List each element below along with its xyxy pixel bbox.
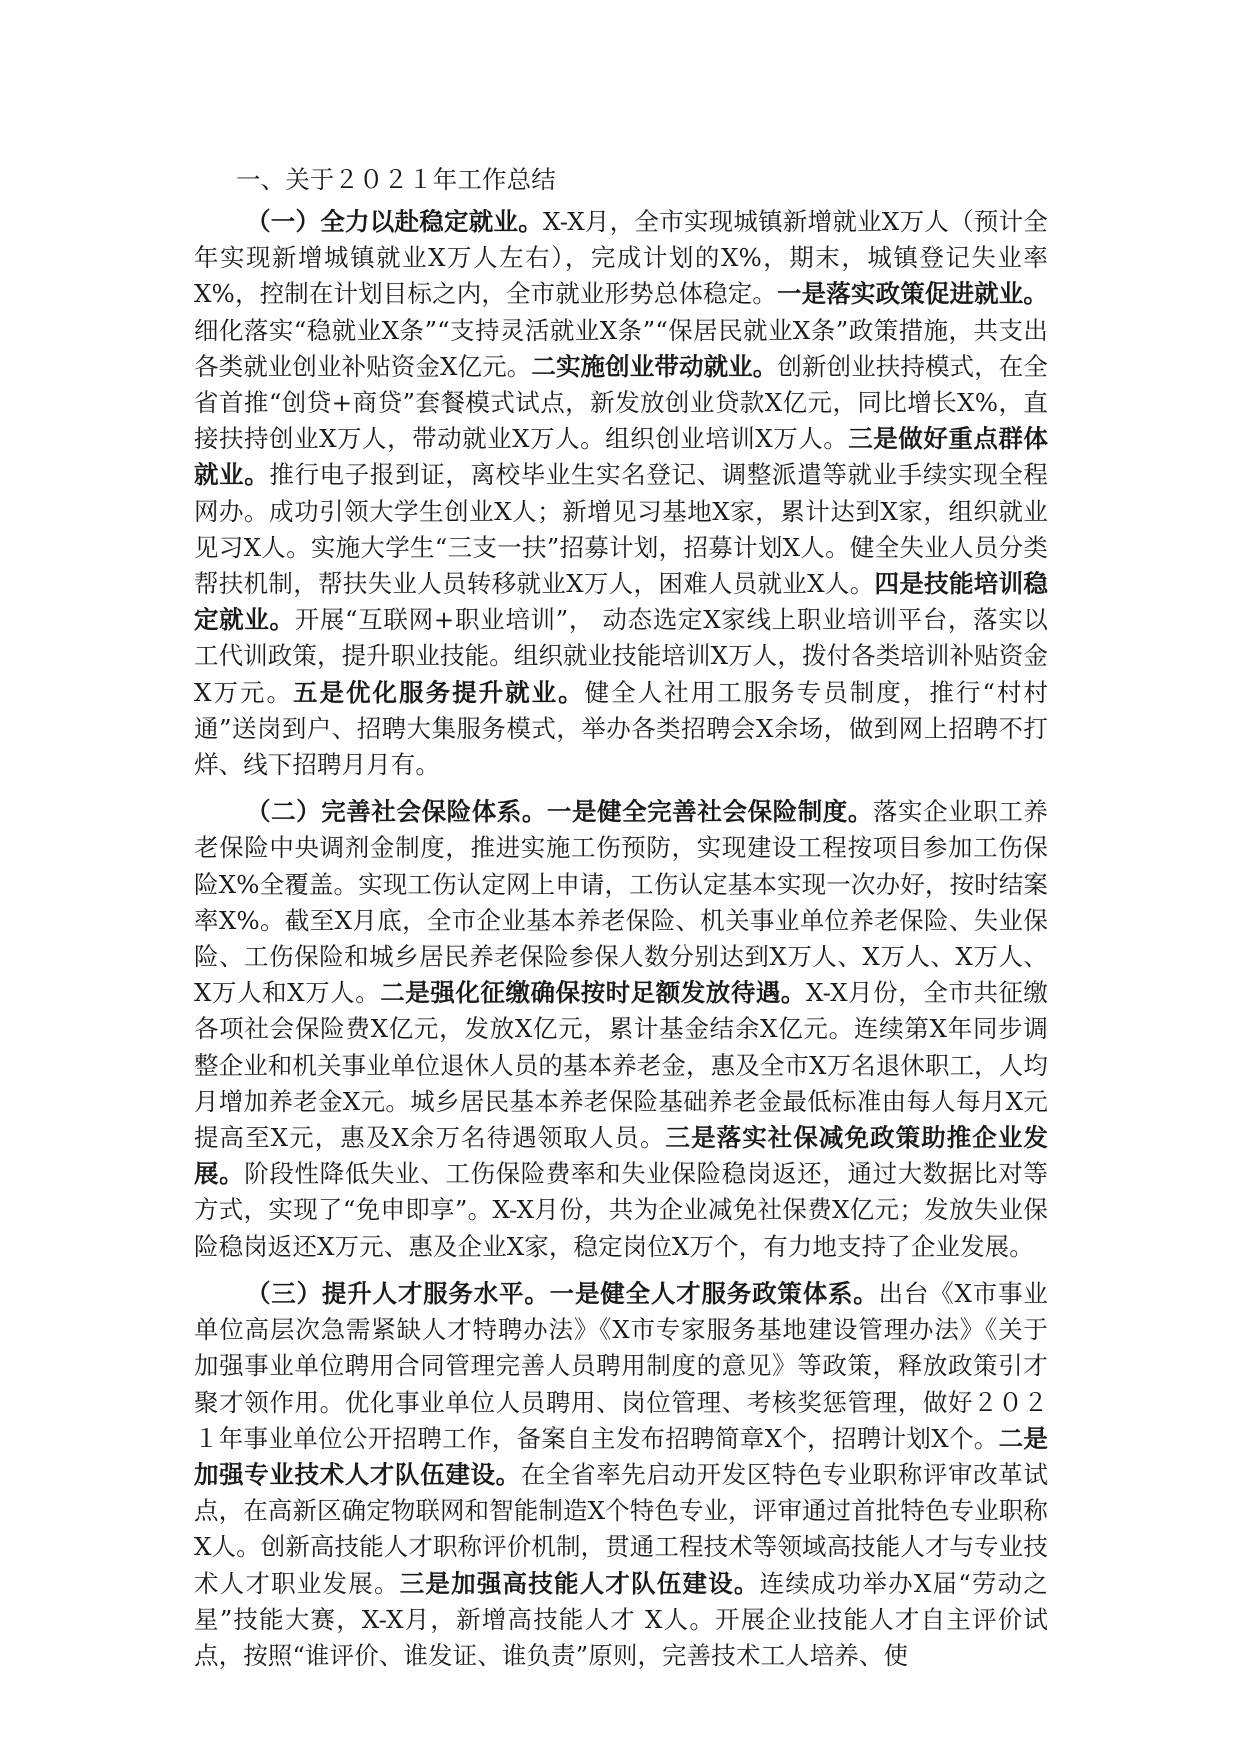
para1-seg8: 四是技能培训稳定就业。: [194, 569, 1049, 635]
para1-seg5: 创新创业扶持模式，在全省首推“创贷+商贷”套餐模式试点，新发放创业贷款X亿元，同比增长X%，直接扶持创业X万人，带动就业X万人。组织创业培训X万人。: [194, 351, 1049, 454]
para2-seg1: 落实企业职工养老保险中央调剂金制度，推进实施工伤预防，实现建设工程按项目参加工伤保险X%全覆盖。实现工伤认定网上申请，工伤认定基本实现一次办好，按时结案率X%。截至X月底，全市企业基本养老保险、机关事业单位养老保险、失业保险、工伤保险和城乡居民养老保险参保人数分别达到X万人、X万人、X万人、X万人和X万人。: [194, 797, 1049, 1008]
para1-seg7: 推行电子报到证，离校毕业生实名登记、调整派遣等就业手续实现全程网办。成功引领大学生创业X人；新增见习基地X家，累计达到X家，组织就业见习X人。实施大学生“三支一扶”招募计划，招募计划X人。健全失业人员分类帮扶机制，帮扶失业人员转移就业X万人，困难人员就业X人。: [194, 460, 1048, 599]
para2-seg3: X-X月份，全市共征缴各项社会保险费X亿元，发放X亿元，累计基金结余X亿元。连续第X年同步调整企业和机关事业单位退休人员的基本养老金，惠及全市X万名退休职工，人均月增加养老金X元。城乡居民基本养老保险基础养老金最低标准由每人每月X元提高至X元，惠及X余万名待遇领取人员。: [194, 978, 1049, 1153]
para1-seg1: X-X月，全市实现城镇新增就业X万人（预计全年实现新增城镇就业X万人左右），完成计划的X%，期末，城镇登记失业率X%，控制在计划目标之内，全市就业形势总体稳定。: [194, 207, 1048, 309]
para3-seg1: 出台《X市事业单位高层次急需紧缺人才特聘办法》《X市专家服务基地建设管理办法》《关于加强事业单位聘用合同管理完善人员聘用制度的意见》等政策，释放政策引才聚才领作用。优化事业单位人员聘用、岗位管理、考核奖惩管理，做好２０２１年事业单位公开招聘工作，备案自主发布招聘简章X个，招聘计划X个。: [194, 1278, 1048, 1453]
para3-seg3: 在全省率先启动开发区特色专业职称评审改革试点，在高新区确定物联网和智能制造X个特色专业，评审通过首批特色专业职称X人。创新高技能人才职称评价机制，贯通工程技术等领域高技能人才与专业技术人才职业发展。: [194, 1459, 1048, 1598]
para2-seg0: （二）完善社会保险体系。一是健全完善社会保险制度。: [246, 797, 873, 827]
section-heading: 一、关于２０２１年工作总结: [236, 165, 556, 194]
para1-seg9: 开展“互联网+职业培训”， 动态选定X家线上职业培训平台，落实以工代训政策，提升职业技能。组织就业技能培训X万人，拨付各类培训补贴资金X万元。: [194, 605, 1048, 707]
paragraph-social-insurance: [194, 794, 1048, 1265]
para3-seg2: 二是加强专业技术人才队伍建设。: [194, 1423, 1049, 1489]
para2-seg2: 二是强化征缴确保按时足额发放待遇。: [380, 978, 806, 1008]
para3-seg0: （三）提升人才服务水平。一是健全人才服务政策体系。: [246, 1278, 879, 1308]
para1-seg0: （一）全力以赴稳定就业。: [246, 207, 544, 236]
para1-seg11: 健全人社用工服务专员制度，推行“村村通”送岗到户、招聘大集服务模式，举办各类招聘会X余场，做到网上招聘不打烊、线下招聘月月有。: [194, 677, 1049, 780]
para1-seg4: 二实施创业带动就业。: [531, 351, 778, 381]
paragraph-talent-service: [194, 1276, 1048, 1674]
para1-seg3: 细化落实“稳就业X条”“支持灵活就业X条”“保居民就业X条”政策措施，共支出各类就业创业补贴资金X亿元。: [194, 315, 1048, 381]
para3-seg5: 连续成功举办X届“劳动之星”技能大赛，X-X月，新增高技能人才 X人。开展企业技能人才自主评价试点，按照“谁评价、谁发证、谁负责”原则，完善技术工人培养、使: [194, 1568, 1048, 1670]
para1-seg10: 五是优化服务提升就业。: [293, 677, 585, 707]
para1-seg6: 三是做好重点群体就业。: [194, 424, 1048, 490]
paragraph-employment: [194, 204, 1048, 783]
para1-seg2: 一是落实政策促进就业。: [777, 279, 1048, 309]
document-page: [194, 162, 1048, 1685]
para2-seg4: 三是落实社保减免政策助推企业发展。: [194, 1123, 1048, 1189]
para3-seg4: 三是加强高技能人才队伍建设。: [399, 1568, 760, 1598]
para2-seg5: 阶段性降低失业、工伤保险费率和失业保险稳岗返还，通过大数据比对等方式，实现了“免申即享”。X-X月份，共为企业减免社保费X亿元；发放失业保险稳岗返还X万元、惠及企业X家，稳定岗位X万个，有力地支持了企业发展。: [194, 1159, 1049, 1261]
